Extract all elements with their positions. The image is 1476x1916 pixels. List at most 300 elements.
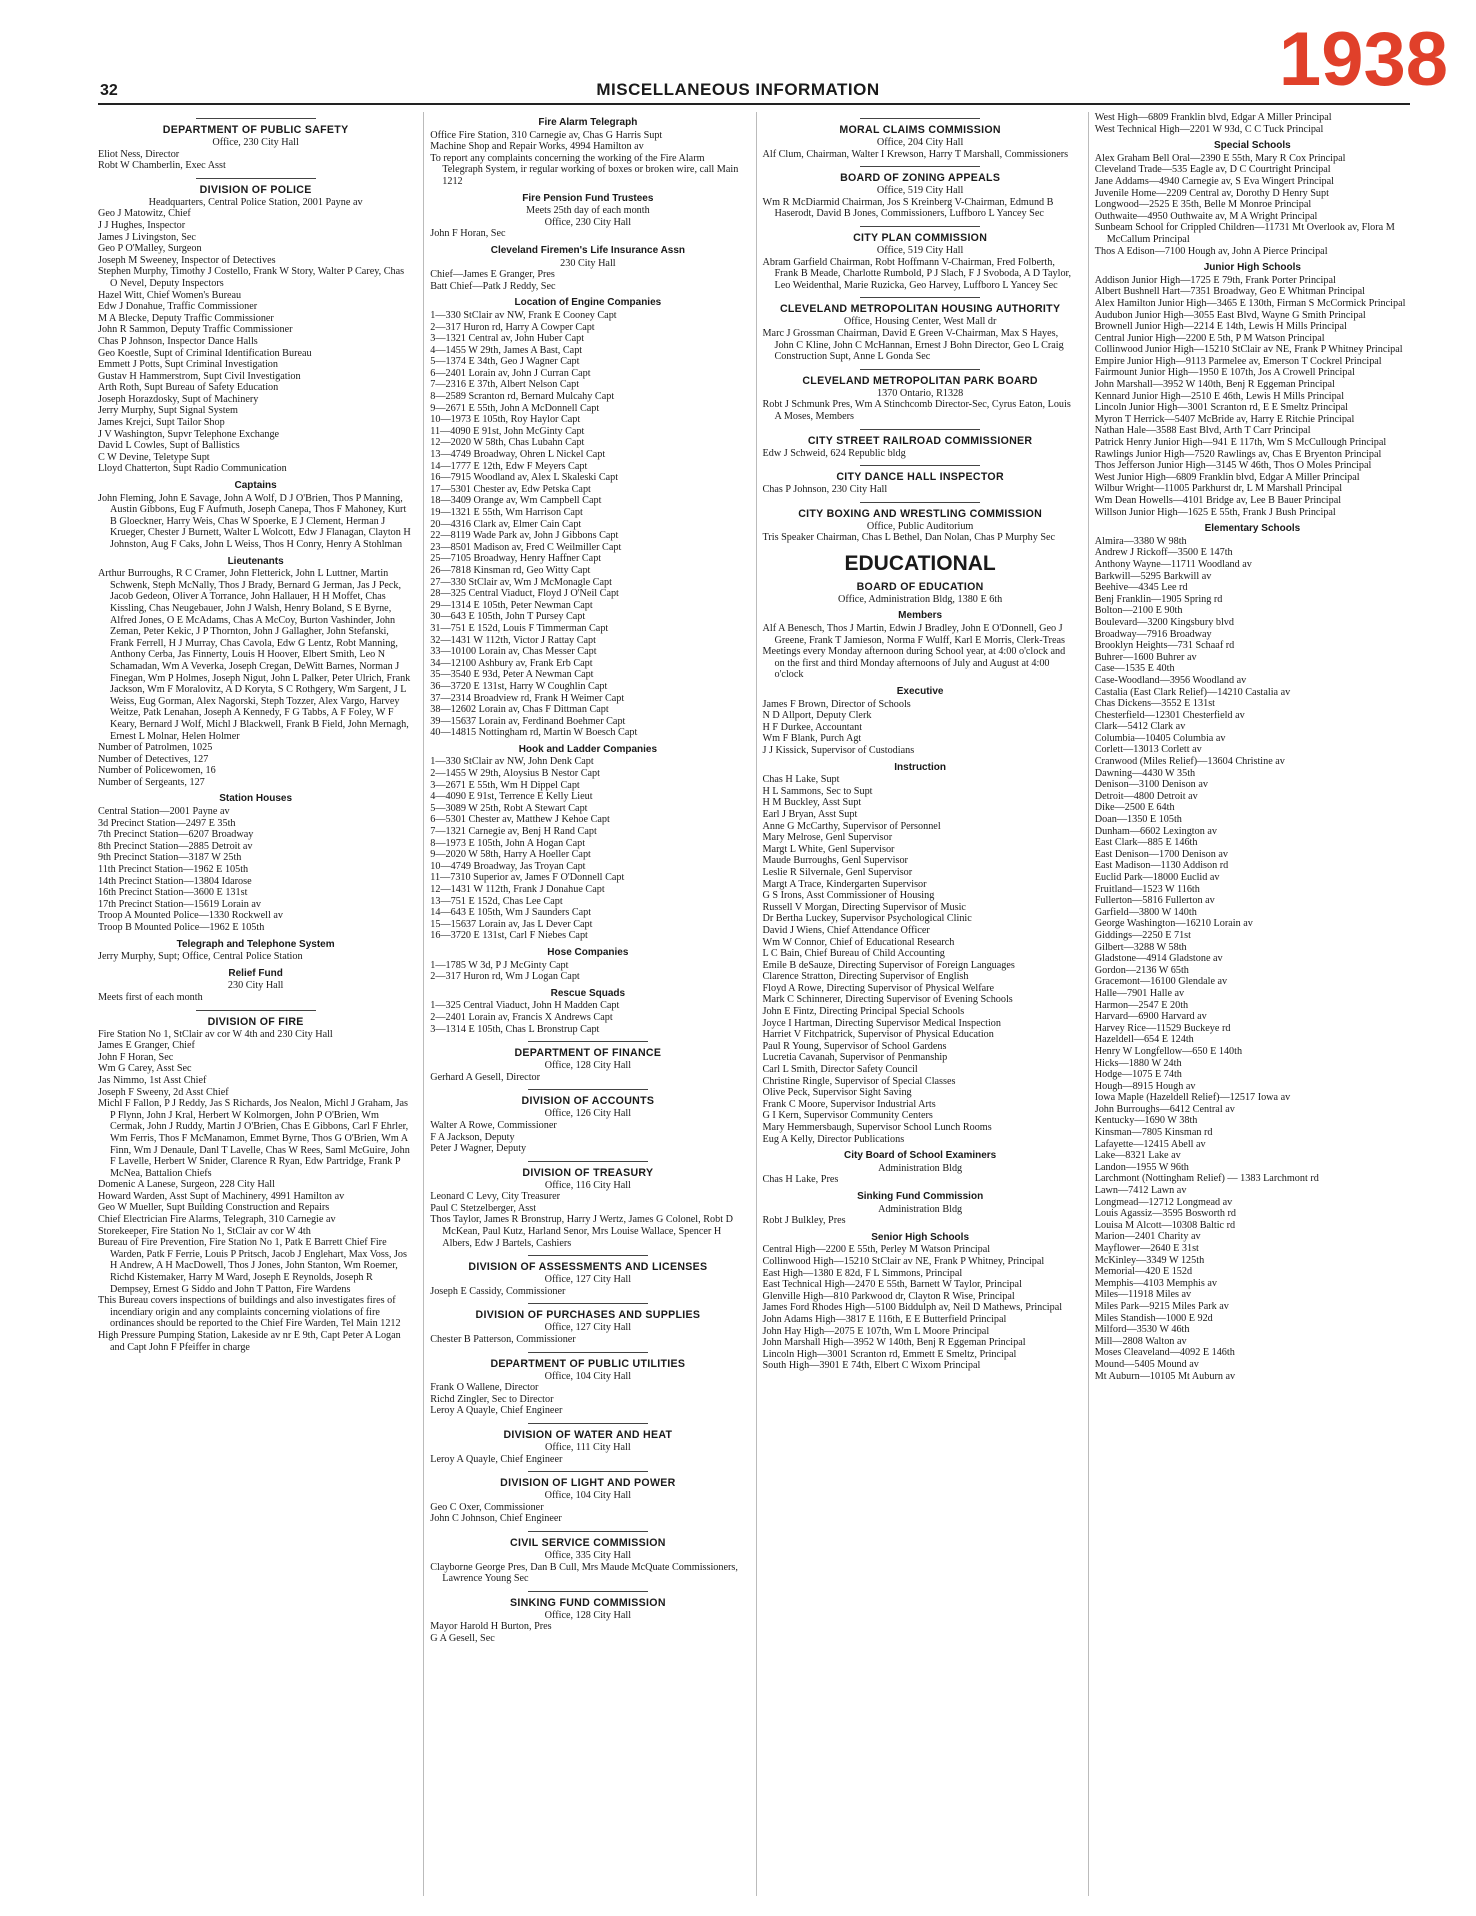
directory-entry: 2—1455 W 29th, Aloysius B Nestor Capt: [430, 768, 600, 780]
directory-entry: 13—751 E 152d, Chas Lee Capt: [430, 895, 563, 907]
section-divider: [860, 297, 980, 298]
directory-entry: Harriet V Fitchpatrick, Supervisor of Physical Education: [762, 1029, 994, 1041]
directory-entry: Garfield—3800 W 140th: [1094, 906, 1197, 918]
directory-entry: 37—2314 Broadview rd, Frank H Weimer Capt: [430, 692, 625, 704]
directory-entry: Addison Junior High—1725 E 79th, Frank Porter Principal: [1094, 274, 1336, 286]
section-divider: [860, 369, 980, 370]
section: [1095, 112, 1410, 135]
section: [430, 245, 745, 292]
directory-entry: Benj Franklin—1905 Spring rd: [1094, 593, 1223, 605]
directory-entry: J V Washington, Supvr Telephone Exchange: [98, 428, 280, 440]
directory-entry: Anne G McCarthy, Supervisor of Personnel: [762, 820, 941, 832]
section-heading: DEPARTMENT OF FINANCE: [514, 1047, 662, 1060]
section-heading: DIVISION OF PURCHASES AND SUPPLIES: [475, 1309, 701, 1322]
directory-entry: Chas H Lake, Supt: [762, 774, 840, 786]
directory-entry: 30—643 E 105th, John T Pursey Capt: [430, 611, 586, 623]
directory-entry: Chief Electrician Fire Alarms, Telegraph, 310 Carnegie av: [98, 1214, 336, 1226]
directory-entry: Wm G Carey, Asst Sec: [98, 1063, 192, 1075]
header-rule: [98, 103, 1410, 105]
directory-entry: East Clark—885 E 146th: [1094, 837, 1198, 849]
directory-entry: Clarence Stratton, Directing Supervisor of English: [762, 971, 969, 983]
directory-entry: Landon—1955 W 96th: [1094, 1161, 1189, 1173]
section: [763, 762, 1078, 1146]
directory-entry: 17th Precinct Station—15619 Lorain av: [98, 898, 261, 910]
directory-entry: 15—15637 Lorain av, Jas L Dever Capt: [430, 918, 593, 930]
directory-entry: Lucretia Cavanah, Supervisor of Penmanship: [762, 1052, 948, 1064]
section-heading: CITY STREET RAILROAD COMMISSIONER: [807, 434, 1033, 447]
directory-entry: Troop B Mounted Police—1962 E 105th: [98, 922, 265, 933]
directory-entry: 1—325 Central Viaduct, John H Madden Capt: [430, 1000, 620, 1012]
directory-entry: 13—4749 Broadway, Ohren L Nickel Capt: [430, 449, 606, 461]
directory-entry: Dawning—4430 W 35th: [1094, 767, 1196, 779]
directory-entry: Emile B deSauze, Directing Supervisor of Foreign Languages: [762, 959, 1015, 971]
directory-entry: Lawn—7412 Lawn av: [1094, 1185, 1187, 1197]
directory-entry: Number of Sergeants, 127: [98, 776, 205, 788]
directory-entry: Audubon Junior High—3055 East Blvd, Wayne G Smith Principal: [1094, 309, 1366, 321]
directory-entry: East High—1380 E 82d, F L Simmons, Principal: [762, 1267, 963, 1279]
directory-entry: Richd Zingler, Sec to Director: [430, 1393, 554, 1405]
directory-entry: Wm W Connor, Chief of Educational Research: [762, 936, 955, 948]
directory-entry: Hough—8915 Hough av: [1094, 1080, 1196, 1092]
directory-entry: 14—643 E 105th, Wm J Saunders Capt: [430, 907, 592, 919]
directory-entry: Leonard C Levy, City Treasurer: [430, 1191, 561, 1203]
directory-entry: 4—4090 E 91st, Terrence E Kelly Lieut: [430, 791, 593, 803]
directory-entry: Wm R McDiarmid Chairman, Jos S Kreinberg V-Chairman, Edmund B Haserodt, David B Jones, Commissioners, Luffboro L Yancey Sec: [762, 196, 1054, 220]
directory-entry: Larchmont (Nottingham Relief) — 1383 Larchmont rd: [1094, 1173, 1319, 1185]
directory-entry: To report any complaints concerning the working of the Fire Alarm Telegraph System, ir regular working of boxes or broken wire, call Main 1212: [430, 152, 739, 187]
section-address: Office, 127 City Hall: [544, 1274, 632, 1286]
directory-entry: Floyd A Rowe, Directing Supervisor of Physical Welfare: [762, 982, 995, 994]
directory-entry: Euclid Park—18000 Euclid av: [1094, 872, 1220, 883]
directory-entry: 2—317 Huron rd, Harry A Cowper Capt: [430, 321, 595, 333]
directory-entry: Jerry Murphy, Supt; Office, Central Police Station: [98, 951, 303, 963]
directory-entry: James J Livingston, Sec: [98, 231, 196, 243]
section-heading: DIVISION OF WATER AND HEAT: [503, 1429, 673, 1441]
section-address: Office, 116 City Hall: [544, 1179, 631, 1191]
directory-entry: Louis Agassiz—3595 Bosworth rd: [1094, 1208, 1236, 1220]
directory-entry: Earl J Bryan, Asst Supt: [762, 808, 858, 820]
directory-entry: Carl L Smith, Director Safety Council: [762, 1064, 918, 1076]
subsection-heading: Members: [898, 610, 943, 622]
directory-entry: Alf Clum, Chairman, Walter I Krewson, Harry T Marshall, Commissioners: [762, 148, 1069, 160]
directory-entry: Geo P O'Malley, Surgeon: [98, 243, 202, 255]
section: [763, 552, 1078, 606]
directory-entry: Thos Taylor, James R Bronstrup, Harry J Wertz, James G Colonel, Robt D McKean, Paul Kutz, Harland Senor, Mrs Louise Wallace, Spencer H Albers, Edw J Bartels, Cashiers: [430, 1214, 733, 1249]
section-divider: [860, 465, 980, 466]
directory-entry: 7—2316 E 37th, Albert Nelson Capt: [430, 379, 580, 391]
directory-entry: Hazeldell—654 E 124th: [1094, 1034, 1194, 1046]
section-address: Office, 104 City Hall: [544, 1490, 632, 1502]
directory-entry: Sunbeam School for Crippled Children—11731 Mt Overlook av, Flora M McCallum Principal: [1094, 222, 1395, 245]
directory-entry: Edw J Schweid, 624 Republic bldg: [762, 447, 906, 459]
directory-entry: Leroy A Quayle, Chief Engineer: [430, 1405, 563, 1417]
directory-entry: Fire Station No 1, StClair av cor W 4th and 230 City Hall: [98, 1028, 333, 1040]
subsection-heading: Sinking Fund Commission: [857, 1190, 984, 1202]
directory-entry: Hodge—1075 E 74th: [1094, 1069, 1182, 1081]
section-address: Meets 25th day of each month: [526, 205, 650, 217]
directory-entry: 7—1321 Carnegie av, Benj H Rand Capt: [430, 826, 597, 838]
section: [430, 297, 745, 739]
section-heading: CITY BOXING AND WRESTLING COMMISSION: [798, 507, 1043, 520]
directory-entry: Juvenile Home—2209 Central av, Dorothy D Henry Supt: [1094, 187, 1329, 199]
directory-entry: Columbia—10405 Columbia av: [1094, 732, 1226, 744]
directory-entry: G S Irons, Asst Commissioner of Housing: [762, 890, 935, 902]
section-address: Administration Bldg: [878, 1162, 963, 1174]
directory-entry: 8th Precinct Station—2885 Detroit av: [98, 840, 253, 852]
directory-entry: 31—751 E 152d, Louis F Timmerman Capt: [430, 622, 609, 634]
section-divider: [196, 118, 316, 119]
directory-entry: 36—3720 E 131st, Harry W Coughlin Capt: [430, 680, 608, 692]
section-address: Office, Administration Bldg, 1380 E 6th: [838, 593, 1003, 605]
directory-entry: 18—3409 Orange av, Wm Campbell Capt: [430, 495, 602, 507]
directory-entry: Harvey Rice—11529 Buckeye rd: [1094, 1022, 1231, 1034]
directory-entry: 5—3089 W 25th, Robt A Stewart Capt: [430, 802, 588, 814]
directory-entry: Joseph F Sweeny, 2d Asst Chief: [98, 1086, 229, 1098]
directory-entry: Henry W Longfellow—650 E 140th: [1094, 1045, 1243, 1057]
section-heading: BOARD OF EDUCATION: [856, 580, 984, 593]
directory-entry: Chief—James E Granger, Pres: [430, 269, 555, 281]
section-divider: [196, 1010, 316, 1011]
directory-entry: Rawlings Junior High—7520 Rawlings av, Chas E Bryenton Principal: [1094, 448, 1382, 460]
directory-entry: Robt J Schmunk Pres, Wm A Stinchcomb Director-Sec, Cyrus Eaton, Louis A Moses, Members: [762, 399, 1071, 422]
directory-entry: Kinsman—7805 Kinsman rd: [1094, 1127, 1213, 1139]
directory-entry: 9—2020 W 58th, Harry A Hoeller Capt: [430, 849, 591, 861]
section-address: Administration Bldg: [878, 1203, 963, 1215]
directory-entry: Empire Junior High—9113 Parmelee av, Emerson T Cockrel Principal: [1094, 355, 1382, 367]
directory-entry: 22—8119 Wade Park av, John J Gibbons Capt: [430, 530, 619, 542]
directory-entry: Stephen Murphy, Timothy J Costello, Frank W Story, Walter P Carey, Chas O Nevel, Deputy Inspectors: [98, 266, 405, 289]
directory-entry: Dunham—6602 Lexington av: [1094, 825, 1217, 837]
directory-entry: 1—330 StClair av NW, John Denk Capt: [430, 756, 594, 768]
directory-entry: Lloyd Chatterton, Supt Radio Communication: [98, 463, 287, 475]
section: [763, 686, 1078, 757]
directory-entry: Alex Hamilton Junior High—3465 E 130th, Firman S McCormick Principal: [1094, 297, 1406, 309]
directory-entry: Gladstone—4914 Gladstone av: [1094, 953, 1223, 965]
directory-entry: Miles Standish—1000 E 92d: [1094, 1312, 1213, 1324]
directory-entry: Barkwill—5295 Barkwill av: [1094, 570, 1212, 582]
directory-entry: L C Bain, Chief Bureau of Child Accounting: [762, 948, 945, 960]
section-address: 230 City Hall: [560, 257, 616, 269]
directory-entry: John F Horan, Sec: [98, 1051, 174, 1063]
directory-entry: Eliot Ness, Director: [98, 148, 180, 160]
directory-entry: 35—3540 E 93d, Peter A Newman Capt: [430, 669, 594, 681]
directory-entry: John Hay High—2075 E 107th, Wm L Moore Principal: [762, 1325, 990, 1337]
section: [763, 1232, 1078, 1372]
section-heading: BOARD OF ZONING APPEALS: [840, 172, 1001, 185]
directory-entry: Wilbur Wright—11005 Parkhurst dr, L M Marshall Principal: [1094, 483, 1343, 495]
directory-entry: 9th Precinct Station—3187 W 25th: [98, 852, 242, 864]
section: [430, 1591, 745, 1645]
section: [98, 793, 413, 933]
section-heading: DEPARTMENT OF PUBLIC UTILITIES: [490, 1357, 686, 1370]
section-address: Office, 128 City Hall: [544, 1060, 632, 1072]
section-address: 1370 Ontario, R1328: [876, 387, 964, 399]
section: [430, 1303, 745, 1345]
directory-entry: Domenic A Lanese, Surgeon, 228 City Hall: [98, 1179, 275, 1191]
directory-entry: H F Durkee, Accountant: [762, 721, 863, 733]
section-divider: [860, 118, 980, 119]
directory-entry: 2—2401 Lorain av, Francis X Andrews Capt: [430, 1011, 613, 1023]
directory-entry: Edw J Donahue, Traffic Commissioner: [98, 301, 258, 313]
section: [98, 556, 413, 789]
directory-entry: 5—1374 E 34th, Geo J Wagner Capt: [430, 356, 580, 368]
directory-entry: Dike—2500 E 64th: [1094, 802, 1175, 814]
section: [430, 1352, 745, 1417]
section: [98, 178, 413, 475]
directory-entry: 29—1314 E 105th, Peter Newman Capt: [430, 599, 593, 611]
directory-entry: Bolton—2100 E 90th: [1094, 605, 1183, 617]
section: [763, 610, 1078, 681]
directory-entry: 19—1321 E 55th, Wm Harrison Capt: [430, 507, 583, 518]
section-heading: DIVISION OF ASSESSMENTS AND LICENSES: [468, 1261, 708, 1274]
directory-entry: Alex Graham Bell Oral—2390 E 55th, Mary R Cox Principal: [1094, 152, 1346, 164]
section-address: Office, 111 City Hall: [545, 1442, 631, 1453]
section-address: Office, 127 City Hall: [544, 1322, 632, 1334]
directory-entry: Kennard Junior High—2510 E 46th, Lewis H Mills Principal: [1094, 390, 1345, 402]
directory-entry: Memorial—420 E 152d: [1094, 1266, 1193, 1278]
directory-entry: Geo Koestle, Supt of Criminal Identification Bureau: [98, 347, 312, 359]
directory-entry: Louisa M Alcott—10308 Baltic rd: [1094, 1219, 1236, 1231]
directory-entry: Myron T Herrick—5407 McBride av, Harry E Ritchie Principal: [1094, 413, 1355, 425]
subsection-heading: Junior High Schools: [1203, 262, 1301, 274]
directory-entry: 8—2589 Scranton rd, Bernard Mulcahy Capt: [430, 391, 615, 403]
directory-entry: 27—330 StClair av, Wm J McMonagle Capt: [430, 576, 612, 588]
section-address: 230 City Hall: [227, 980, 284, 992]
directory-entry: Boulevard—3200 Kingsbury blvd: [1094, 616, 1234, 628]
directory-entry: McKinley—3349 W 125th: [1094, 1254, 1205, 1266]
directory-entry: M A Blecke, Deputy Traffic Commissioner: [98, 312, 274, 324]
directory-entry: 1—1785 W 3d, P J McGinty Capt: [430, 959, 569, 971]
section: [1095, 262, 1410, 518]
directory-entry: Marc J Grossman Chairman, David E Green V-Chairman, Max S Hayes, John C Kline, John C McHannan, Ernest J Bohn Director, Geo L Craig Construction Supt, Anne L Gonda Sec: [762, 327, 1064, 363]
directory-entry: Harmon—2547 E 20th: [1094, 999, 1189, 1011]
directory-entry: G I Kern, Supervisor Community Centers: [762, 1110, 933, 1122]
directory-entry: 9—2671 E 55th, John A McDonnell Capt: [430, 402, 600, 414]
section-heading: CLEVELAND METROPOLITAN PARK BOARD: [802, 374, 1038, 387]
section-divider: [528, 1352, 648, 1353]
directory-entry: Meets first of each month: [98, 991, 203, 1003]
directory-entry: Alf A Benesch, Thos J Martin, Edwin J Bradley, John E O'Donnell, Geo J Greene, Frank T Jamieson, Norma F Wulff, Karl E Morris, Clerk-Treas: [762, 623, 1065, 646]
directory-entry: West Junior High—6809 Franklin blvd, Edgar A Miller Principal: [1094, 471, 1360, 483]
section: [763, 1191, 1078, 1227]
section-address: Office, 126 City Hall: [544, 1108, 632, 1120]
subsection-heading: Hook and Ladder Companies: [518, 743, 658, 755]
subsection-heading: Fire Alarm Telegraph: [538, 117, 638, 128]
directory-entry: John Adams High—3817 E 116th, E E Butterfield Principal: [762, 1313, 1007, 1325]
directory-entry: 25—7105 Broadway, Henry Haffner Capt: [430, 553, 602, 565]
column-3: [756, 112, 1078, 1896]
section-banner: EDUCATIONAL: [844, 551, 996, 575]
section-address: Office, 335 City Hall: [544, 1549, 632, 1561]
directory-entry: Detroit—4800 Detroit av: [1094, 790, 1198, 802]
directory-entry: East Denison—1700 Denison av: [1094, 848, 1229, 860]
directory-entry: 20—4316 Clark av, Elmer Cain Capt: [430, 518, 582, 530]
section-address: Office, 230 City Hall: [212, 137, 299, 148]
section: [98, 118, 413, 172]
column-1: [98, 112, 413, 1896]
directory-entry: Number of Detectives, 127: [98, 753, 209, 765]
directory-entry: Mark C Schinnerer, Directing Supervisor of Evening Schools: [762, 994, 1013, 1006]
page-number: 32: [100, 82, 118, 99]
section: [763, 369, 1078, 423]
directory-entry: Arth Roth, Supt Bureau of Safety Education: [98, 382, 279, 394]
directory-entry: John Marshall—3952 W 140th, Benj R Eggeman Principal: [1094, 379, 1335, 391]
directory-entry: Case-Woodland—3956 Woodland av: [1094, 674, 1247, 686]
section: [98, 480, 413, 551]
directory-entry: Number of Patrolmen, 1025: [98, 742, 213, 754]
section-heading: SINKING FUND COMMISSION: [509, 1596, 666, 1609]
directory-entry: John F Horan, Sec: [430, 228, 506, 240]
section: [430, 1531, 745, 1585]
directory-entry: Wm Dean Howells—4101 Bridge av, Lee B Bauer Principal: [1094, 495, 1342, 506]
directory-entry: Cranwood (Miles Relief)—13604 Christine av: [1094, 756, 1285, 768]
directory-entry: Howard Warden, Asst Supt of Machinery, 4991 Hamilton av: [98, 1190, 345, 1202]
directory-entry: Tris Speaker Chairman, Chas L Bethel, Dan Nolan, Chas P Murphy Sec: [762, 532, 1056, 544]
subsection-heading: Instruction: [894, 761, 946, 773]
year-stamp: 1938: [1278, 17, 1448, 102]
directory-entry: Miles Park—9215 Miles Park av: [1094, 1300, 1229, 1312]
section-heading: DIVISION OF FIRE: [207, 1015, 304, 1028]
directory-entry: 38—12602 Lorain av, Chas F Dittman Capt: [430, 704, 609, 716]
section: [763, 1150, 1078, 1186]
section: [763, 226, 1078, 291]
directory-entry: David L Cowles, Supt of Ballistics: [98, 440, 240, 452]
directory-entry: Case—1535 E 40th: [1094, 663, 1175, 675]
section: [98, 1010, 413, 1354]
directory-entry: Milford—3530 W 46th: [1094, 1324, 1190, 1336]
directory-entry: Emmett J Potts, Supt Criminal Investigation: [98, 359, 278, 371]
directory-entry: 33—10100 Lorain av, Chas Messer Capt: [430, 646, 597, 658]
directory-entry: 14—1777 E 12th, Edw F Meyers Capt: [430, 460, 588, 472]
directory-entry: Thos A Edison—7100 Hough av, John A Pierce Principal: [1094, 245, 1328, 257]
directory-entry: Arthur Burroughs, R C Cramer, John Fletterick, John L Luttner, Martin Schwenk, Steph McNally, Thos J Brady, Bernard G Jerman, Jas J Peck, Jacob Gedeon, Oliver A Torrance, John Hallauer, H H Moffet, Chas Kissling, Chas Neugebauer, John J Walsh, Henry Boland, S E Byrne, Alfred Jones, O E McAdams, Chas A McCoy, Burton Vashinder, John Zeman, Peter Kekic, J P Thornton, John J Gallagher, John Stefanski, Frank Ferrell, H J Murray, Chas Cavola, Edw G Lentz, Robt Manning, Anthony Cerba, Jas Finnerty, Louis H Hoover, Elbert Smith, Leo N Schamadan, Wm A Veverka, Joseph Cregan, DeWitt Barnes, Norman J Finegan, Wm P Holmes, Joseph Nigut, John L Palker, Peter Ulrich, Frank Jackson, Wm F Moralovitz, A D Koryta, S C Rothgery, Wm Sargent, J L Weiss, Eug Gorman, Alex Nagorski, Steph Tozzer, Alex Vargo, Harvey Weitze, Patk Lenahan, Joseph A Kennedy, F G Tabbs, A F Foley, W F Keary, Bernard J Wolf, Michl J Blackwell, Frank B Field, John Mernagh, Ernest L Molnar, Helen Holmer: [98, 568, 411, 742]
directory-entry: Harvard—6900 Harvard av: [1094, 1011, 1207, 1023]
directory-entry: Frank O Wallene, Director: [430, 1382, 539, 1394]
directory-entry: Walter A Rowe, Commissioner: [430, 1119, 557, 1131]
directory-entry: James E Granger, Chief: [98, 1040, 195, 1052]
directory-entry: Lincoln Junior High—3001 Scranton rd, E E Smeltz Principal: [1094, 402, 1348, 414]
directory-entry: Willson Junior High—1625 E 55th, Frank J Bush Principal: [1094, 506, 1336, 518]
subsection-heading: Station Houses: [219, 793, 293, 805]
directory-entry: Margt A Trace, Kindergarten Supervisor: [762, 878, 927, 890]
directory-entry: Mary Melrose, Genl Supervisor: [762, 832, 893, 844]
directory-entry: South High—3901 E 74th, Elbert C Wixom Principal: [762, 1360, 981, 1372]
directory-entry: Beehive—4345 Lee rd: [1094, 582, 1188, 594]
section-divider: [528, 1303, 648, 1304]
section-address: Headquarters, Central Police Station, 2001 Payne av: [148, 196, 363, 208]
directory-entry: Anthony Wayne—11711 Woodland av: [1094, 558, 1252, 570]
section-heading: DIVISION OF TREASURY: [522, 1166, 654, 1179]
directory-entry: 14th Precinct Station—13804 Idarose: [98, 875, 252, 887]
directory-entry: Christine Ringle, Supervisor of Special Classes: [762, 1075, 956, 1087]
subsection-heading: Special Schools: [1214, 140, 1291, 152]
directory-entry: Eug A Kelly, Director Publications: [762, 1133, 905, 1145]
directory-entry: Moses Cleaveland—4092 E 146th: [1094, 1347, 1235, 1359]
directory-entry: Miles—11918 Miles av: [1094, 1289, 1192, 1301]
directory-entry: John R Sammon, Deputy Traffic Commissioner: [98, 324, 293, 336]
subsection-heading: Telegraph and Telephone System: [176, 938, 335, 950]
directory-entry: 12—2020 W 58th, Chas Lubahn Capt: [430, 437, 585, 449]
section-divider: [860, 226, 980, 227]
directory-entry: G A Gesell, Sec: [430, 1632, 495, 1644]
directory-entry: 1—330 StClair av NW, Frank E Cooney Capt: [430, 309, 617, 321]
directory-entry: Storekeeper, Fire Station No 1, StClair av cor W 4th: [98, 1225, 311, 1237]
directory-entry: Clayborne George Pres, Dan B Cull, Mrs Maude McQuate Commissioners, Lawrence Young Sec: [430, 1561, 738, 1585]
section-heading: DIVISION OF LIGHT AND POWER: [500, 1477, 676, 1490]
section-heading: CITY DANCE HALL INSPECTOR: [836, 471, 1004, 484]
directory-entry: Iowa Maple (Hazeldell Relief)—12517 Iowa av: [1094, 1092, 1291, 1104]
subsection-heading: Lieutenants: [227, 555, 284, 567]
directory-entry: Giddings—2250 E 71st: [1094, 929, 1191, 941]
directory-entry: John Fleming, John E Savage, John A Wolf, D J O'Brien, Thos P Manning, Austin Gibbons, Eug F Aufmuth, Joseph Canepa, Thos F Mahoney, Kurt B Gloeckner, Harry Weis, Chas W Spoerke, E J Clement, Herman J Krueger, Chester J Burnett, Walter L Wolcott, Edw J Flanagan, Clayton H Johnston, Aug F Caks, John L Weiss, Thos H Conry, Henry A Stohlman: [98, 492, 411, 550]
directory-entry: Paul C Stetzelberger, Asst: [430, 1202, 537, 1214]
directory-entry: 28—325 Central Viaduct, Floyd J O'Neil Capt: [430, 588, 619, 600]
directory-entry: Gilbert—3288 W 58th: [1094, 941, 1187, 953]
subsection-heading: Fire Pension Fund Trustees: [522, 192, 654, 204]
directory-entry: Mt Auburn—10105 Mt Auburn av: [1094, 1370, 1236, 1382]
directory-entry: Central High—2200 E 55th, Perley M Watson Principal: [762, 1244, 991, 1256]
subsection-heading: Captains: [234, 480, 277, 492]
section: [98, 968, 413, 1004]
directory-entry: Longmead—12712 Longmead av: [1094, 1196, 1233, 1208]
directory-entry: 34—12100 Ashbury av, Frank Erb Capt: [430, 657, 593, 669]
directory-entry: Chas P Johnson, 230 City Hall: [762, 484, 888, 496]
directory-entry: 11—4090 E 91st, John McGinty Capt: [430, 425, 585, 437]
directory-entry: East Madison—1130 Addison rd: [1094, 860, 1229, 872]
section: [763, 297, 1078, 362]
directory-entry: Fruitland—1523 W 116th: [1094, 883, 1200, 895]
directory-entry: 32—1431 W 112th, Victor J Rattay Capt: [430, 634, 596, 646]
directory-entry: This Bureau covers inspections of buildings and also investigates fires of incendiary origin and any complaints concerning violations of fire ordinances should be reported to the Chief Fire Warden, Tel Main 1212: [98, 1295, 401, 1330]
directory-entry: Machine Shop and Repair Works, 4994 Hamilton av: [430, 141, 644, 153]
directory-entry: Mill—2808 Walton av: [1094, 1335, 1187, 1347]
directory-entry: Russell V Morgan, Directing Supervisor of Music: [762, 901, 966, 913]
directory-entry: Buhrer—1600 Buhrer av: [1094, 651, 1197, 663]
directory-entry: Chas H Lake, Pres: [762, 1174, 839, 1186]
directory-entry: Memphis—4103 Memphis av: [1094, 1277, 1217, 1289]
directory-entry: 2—317 Huron rd, Wm J Logan Capt: [430, 971, 580, 983]
directory-entry: Bureau of Fire Prevention, Fire Station No 1, Patk E Barrett Chief Fire Warden, Patk F Ferrie, Louis P Pritsch, Jacob J Englehart, Max Voss, Jos H Andrew, A H MacDowell, Thos J Jones, John Stanton, Wm Roemer, Richd Kistemaker, Harry M Ward, Joseph E Reynolds, Joseph R Dempsey, Ernest G Siddo and John T Patton, Fire Wardens: [98, 1237, 407, 1295]
section-divider: [860, 502, 980, 503]
column-4: [1088, 112, 1410, 1896]
directory-entry: Robt W Chamberlin, Exec Asst: [98, 160, 226, 172]
directory-entry: Gracemont—16100 Glendale av: [1094, 976, 1228, 988]
subsection-heading: Hose Companies: [547, 946, 629, 958]
running-head: MISCELLANEOUS INFORMATION: [596, 80, 880, 99]
subsection-heading: Relief Fund: [228, 967, 283, 979]
directory-entry: Almira—3380 W 98th: [1094, 535, 1187, 547]
directory-entry: 16th Precinct Station—3600 E 131st: [98, 887, 248, 899]
directory-entry: 16—7915 Woodland av, Alex L Skaleski Capt: [430, 472, 619, 484]
directory-entry: Number of Policewomen, 16: [98, 765, 216, 777]
directory-entry: Andrew J Rickoff—3500 E 147th: [1094, 547, 1233, 559]
directory-entry: Doan—1350 E 105th: [1094, 814, 1182, 826]
section: [430, 117, 745, 188]
section: [430, 1089, 745, 1154]
section-divider: [528, 1161, 648, 1162]
section: [430, 193, 745, 240]
directory-entry: Joseph Horazdosky, Supt of Machinery: [98, 393, 259, 405]
directory-entry: 11th Precinct Station—1962 E 105th: [98, 864, 249, 876]
directory-entry: Geo C Oxer, Commissioner: [430, 1501, 544, 1513]
section-divider: [528, 1255, 648, 1256]
directory-entry: Mound—5405 Mound av: [1094, 1358, 1199, 1370]
directory-entry: Joyce I Hartman, Directing Supervisor Medical Inspection: [762, 1017, 1001, 1029]
directory-entry: J J Hughes, Inspector: [98, 219, 186, 231]
directory-entry: Abram Garfield Chairman, Robt Hoffmann V-Chairman, Fred Folberth, Frank B Meade, Charlotte Rumbold, P J Slach, F J Svoboda, A D Taylor, Leo Weidenthal, Marie Ruzicka, Geo Harvey, Luffboro L Yancey Sec: [762, 256, 1072, 291]
directory-entry: James Ford Rhodes High—5100 Biddulph av, Neil D Mathews, Principal: [762, 1302, 1063, 1314]
directory-entry: 8—1973 E 105th, John A Hogan Capt: [430, 837, 586, 849]
